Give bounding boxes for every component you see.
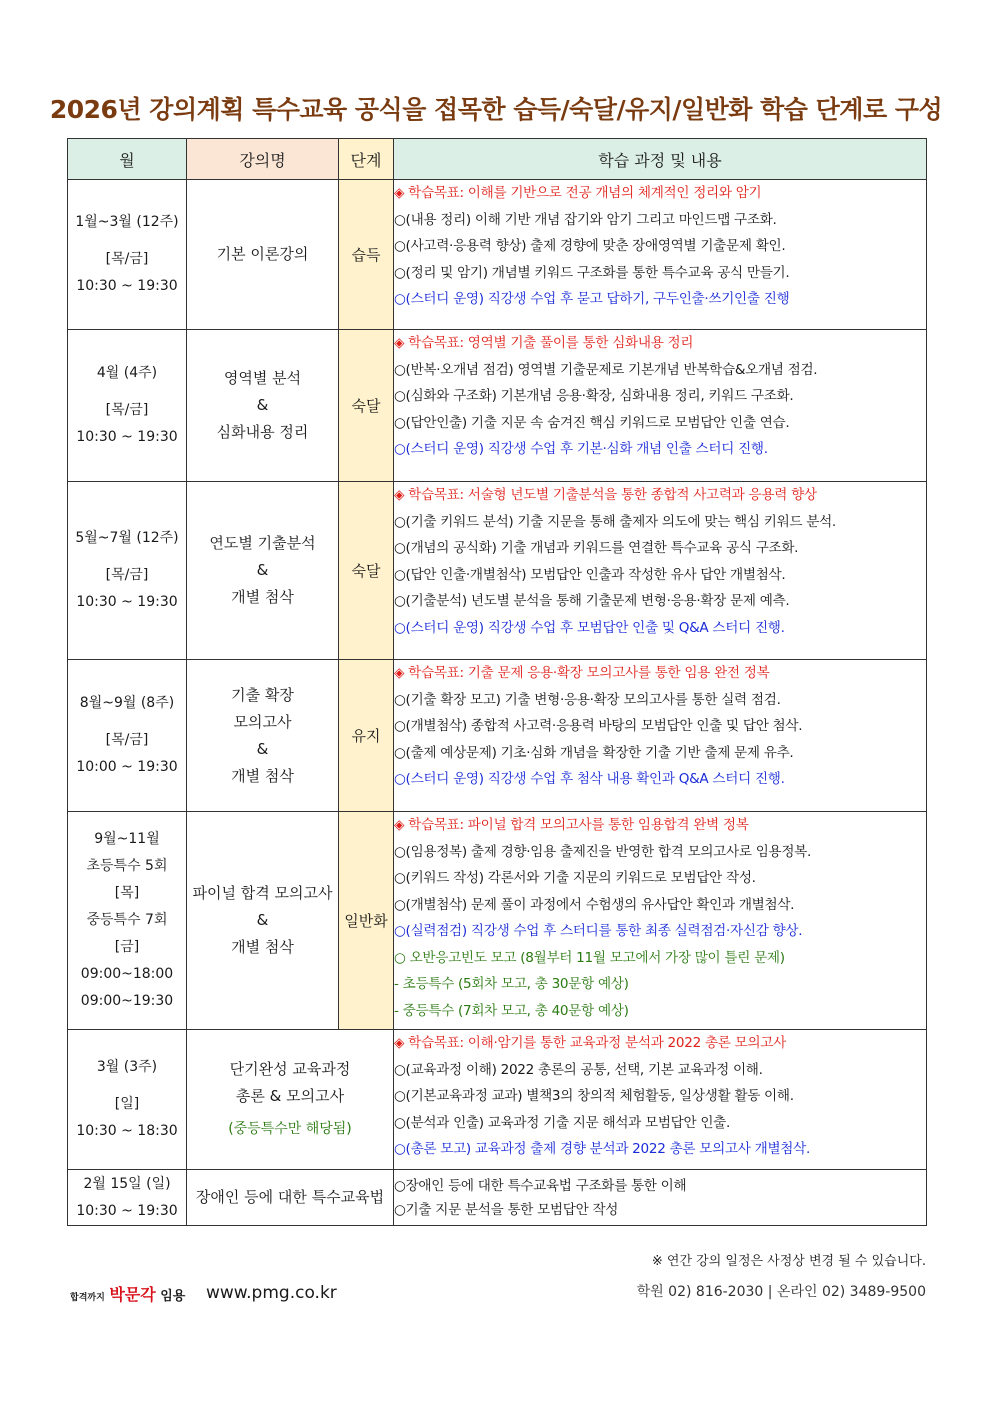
course-name-line: 단기완성 교육과정 [229,1060,351,1078]
content-line: ○(스터디 운영) 직강생 수업 후 모범답안 인출 및 Q&A 스터디 진행. [394,619,785,636]
content-line: ○(답안인출) 기출 지문 속 숨겨진 핵심 키워드로 모범답안 인출 연습. [394,414,790,431]
course-name-line: & [256,396,269,414]
logo-suffix: 임용 [160,1289,186,1304]
content-line: ○(기본교육과정 교과) 별책3의 창의적 체험활동, 일상생활 활동 이해. [394,1088,794,1104]
course-content-cell [394,812,927,1030]
stage-cell: 유지 [339,660,394,812]
website-url[interactable]: www.pmg.co.kr [206,1283,337,1303]
stage-cell: 습득 [339,180,394,330]
course-name-cell [187,1030,394,1170]
logo-brand: 박문각 [109,1285,156,1304]
header-month: 월 [68,139,187,180]
course-content-cell [394,1170,927,1226]
schedule-table [67,138,927,1226]
course-content-cell [394,660,927,812]
month-line: 10:00 ~ 19:30 [76,759,178,775]
header-content: 학습 과정 및 내용 [394,139,927,180]
month-line: 8월~9월 (8주) [79,695,175,711]
content-line: ○(정리 및 암기) 개념별 키워드 구조화를 통한 특수교육 공식 만들기. [394,264,790,281]
content-line: ○(실력점검) 직강생 수업 후 스터디를 통한 최종 실력점검·자신감 향상. [394,923,803,939]
month-line: 10:30 ~ 18:30 [76,1123,178,1139]
content-line: ○(스터디 운영) 직강생 수업 후 첨삭 내용 확인과 Q&A 스터디 진행. [394,771,785,787]
month-line: 10:30 ~ 19:30 [76,429,178,445]
course-name-cell [187,660,339,812]
content-line: ○(총론 모고) 교육과정 출제 경향 분석과 2022 총론 모의고사 개별첨삭. [394,1141,810,1157]
month-line: [목/금] [105,251,149,267]
schedule-change-note: ※ 연간 강의 일정은 사정상 변경 될 수 있습니다. [651,1254,926,1269]
month-line: 3월 (3주) [96,1059,158,1075]
stage-cell: 일반화 [339,812,394,1030]
month-line: [목/금] [105,732,149,748]
month-line: 10:30 ~ 19:30 [76,594,178,610]
content-line: ○기출 지문 분석을 통한 모범답안 작성 [394,1201,619,1218]
course-name-line: 개별 첨삭 [231,766,294,785]
schedule-month-cell [68,180,187,330]
course-name-line: 총론 & 모의고사 [235,1087,345,1105]
content-line: ○(심화와 구조화) 기본개념 응용·확장, 심화내용 정리, 키워드 구조화. [394,388,794,404]
course-content-cell [394,330,927,482]
content-line: ○(기출 키워드 분석) 기출 지문을 통해 출제자 의도에 맞는 핵심 키워드 분석. [394,513,836,530]
table-row [68,1170,927,1226]
month-line: [목/금] [105,567,149,583]
month-line: 10:30 ~ 19:30 [76,278,178,294]
table-row [68,330,927,482]
month-line: 9월~11월 [94,831,160,847]
table-header-row [68,139,927,180]
table-row [68,812,927,1030]
course-name-line: 개별 첨삭 [231,938,294,956]
content-line: - 초등특수 (5회차 모고, 총 30문항 예상) [394,976,629,992]
course-name-line: 개별 첨삭 [231,588,294,606]
content-line: ○(출제 예상문제) 기초·심화 개념을 확장한 기출 기반 출제 문제 유추. [394,744,794,761]
logo-tagline: 합격까지 [70,1293,105,1303]
table-row [68,180,927,330]
learning-goal-line: ◈ 학습목표: 파이널 합격 모의고사를 통한 임용합격 완벽 정복 [394,817,749,833]
content-line: ○장애인 등에 대한 특수교육법 구조화를 통한 이해 [394,1177,687,1194]
course-name-cell [187,812,339,1030]
content-line: ○(사고력·응용력 향상) 출제 경향에 맞춘 장애영역별 기출문제 확인. [394,238,786,254]
course-name-line: 심화내용 정리 [216,423,309,441]
content-line: ○(개별첨삭) 문제 풀이 과정에서 수험생의 유사답안 확인과 개별첨삭. [394,896,795,913]
course-name-cell [187,330,339,482]
content-line: - 중등특수 (7회차 모고, 총 40문항 예상) [394,1002,629,1019]
content-line: ○(스터디 운영) 직강생 수업 후 기본·심화 개념 인출 스터디 진행. [394,441,768,457]
month-line: 09:00~19:30 [80,993,174,1009]
course-name-line: & [256,911,269,929]
course-name-line: 장애인 등에 대한 특수교육법 [195,1188,385,1206]
header-stage: 단계 [339,139,394,180]
schedule-month-cell [68,330,187,482]
course-name-line: 모의고사 [233,712,292,731]
month-line: 5월~7월 (12주) [75,530,179,546]
content-line: ○(기출분석) 년도별 분석을 통해 기출문제 변형·응용·확장 문제 예측. [394,593,790,609]
course-name-note: (중등특수만 해당됨) [228,1121,352,1137]
learning-goal-line: ◈ 학습목표: 이해를 기반으로 전공 개념의 체계적인 정리와 암기 [394,185,762,201]
month-line: 10:30 ~ 19:30 [76,1202,178,1219]
course-name-cell [187,1170,394,1226]
schedule-month-cell [68,660,187,812]
month-line: [목/금] [105,402,149,418]
course-content-cell [394,180,927,330]
stage-cell: 숙달 [339,330,394,482]
schedule-month-cell [68,482,187,660]
course-name-line: & [256,561,269,579]
course-name-line: & [256,739,269,758]
month-line: 2월 15일 (일) [83,1175,171,1192]
content-line: ○(답안 인출·개별첨삭) 모범답안 인출과 작성한 유사 답안 개별첨삭. [394,566,786,583]
brand-logo [70,1282,185,1305]
content-line: ○(교육과정 이해) 2022 총론의 공통, 선택, 기본 교육과정 이해. [394,1061,763,1078]
content-line: ○(키워드 작성) 각론서와 기출 지문의 키워드로 모범답안 작성. [394,870,756,886]
course-name-line: 연도별 기출분석 [209,534,316,552]
header-course-name: 강의명 [187,139,339,180]
course-name-line: 파이널 합격 모의고사 [192,884,333,902]
stage-cell: 숙달 [339,482,394,660]
course-name-cell [187,482,339,660]
content-line: ○(분석과 인출) 교육과정 기출 지문 해석과 모범답안 인출. [394,1114,731,1131]
table-row [68,660,927,812]
content-line: ○(개별첨삭) 종합적 사고력·응용력 바탕의 모범답안 인출 및 답안 첨삭. [394,718,803,734]
learning-goal-line: ◈ 학습목표: 기출 문제 응용·확장 모의고사를 통한 임용 완전 정복 [394,665,770,681]
month-line: [일] [114,1096,140,1112]
learning-goal-line: ◈ 학습목표: 서술형 년도별 기출분석을 통한 종합적 사고력과 응용력 향상 [394,487,817,503]
page-title: 2026년 강의계획 특수교육 공식을 접목한 습득/숙달/유지/일반화 학습 단계로 구성 [49,95,943,124]
content-line: ○(내용 정리) 이해 기반 개념 잡기와 암기 그리고 마인드맵 구조화. [394,211,777,228]
content-line: ○(임용정복) 출제 경향·임용 출제진을 반영한 합격 모의고사로 임용정복. [394,843,812,860]
content-line: ○(반복·오개념 점검) 영역별 기출문제로 기본개념 반복학습&오개념 점검. [394,361,818,378]
month-line: 4월 (4주) [96,365,158,381]
course-content-cell [394,1030,927,1170]
schedule-month-cell [68,1030,187,1170]
month-line: 중등특수 7회 [86,912,168,928]
learning-goal-line: ◈ 학습목표: 이해·암기를 통한 교육과정 분석과 2022 총론 모의고사 [394,1035,786,1051]
schedule-month-cell [68,1170,187,1226]
learning-goal-line: ◈ 학습목표: 영역별 기출 풀이를 통한 심화내용 정리 [394,335,694,351]
content-line: ○ 오반응고빈도 모고 (8월부터 11월 모고에서 가장 많이 틀린 문제) [394,949,785,966]
schedule-month-cell [68,812,187,1030]
course-name-line: 영역별 분석 [223,369,302,387]
table-row [68,1030,927,1170]
month-line: 09:00~18:00 [80,966,174,982]
content-line: ○(기출 확장 모고) 기출 변형·응용·확장 모의고사를 통한 실력 점검. [394,691,781,708]
course-name-cell [187,180,339,330]
contact-phones: 학원 02) 816-2030 | 온라인 02) 3489-9500 [636,1284,926,1300]
table-row [68,482,927,660]
course-content-cell [394,482,927,660]
course-name-line: 기본 이론강의 [216,245,309,263]
month-line: 초등특수 5회 [86,858,168,874]
month-line: 1월~3월 (12주) [75,214,179,230]
content-line: ○(개념의 공식화) 기출 개념과 키워드를 연결한 특수교육 공식 구조화. [394,540,799,556]
course-name-line: 기출 확장 [231,685,294,704]
month-line: [금] [114,939,140,955]
month-line: [목] [114,885,140,901]
content-line: ○(스터디 운영) 직강생 수업 후 묻고 답하기, 구두인출·쓰기인출 진행 [394,291,790,307]
